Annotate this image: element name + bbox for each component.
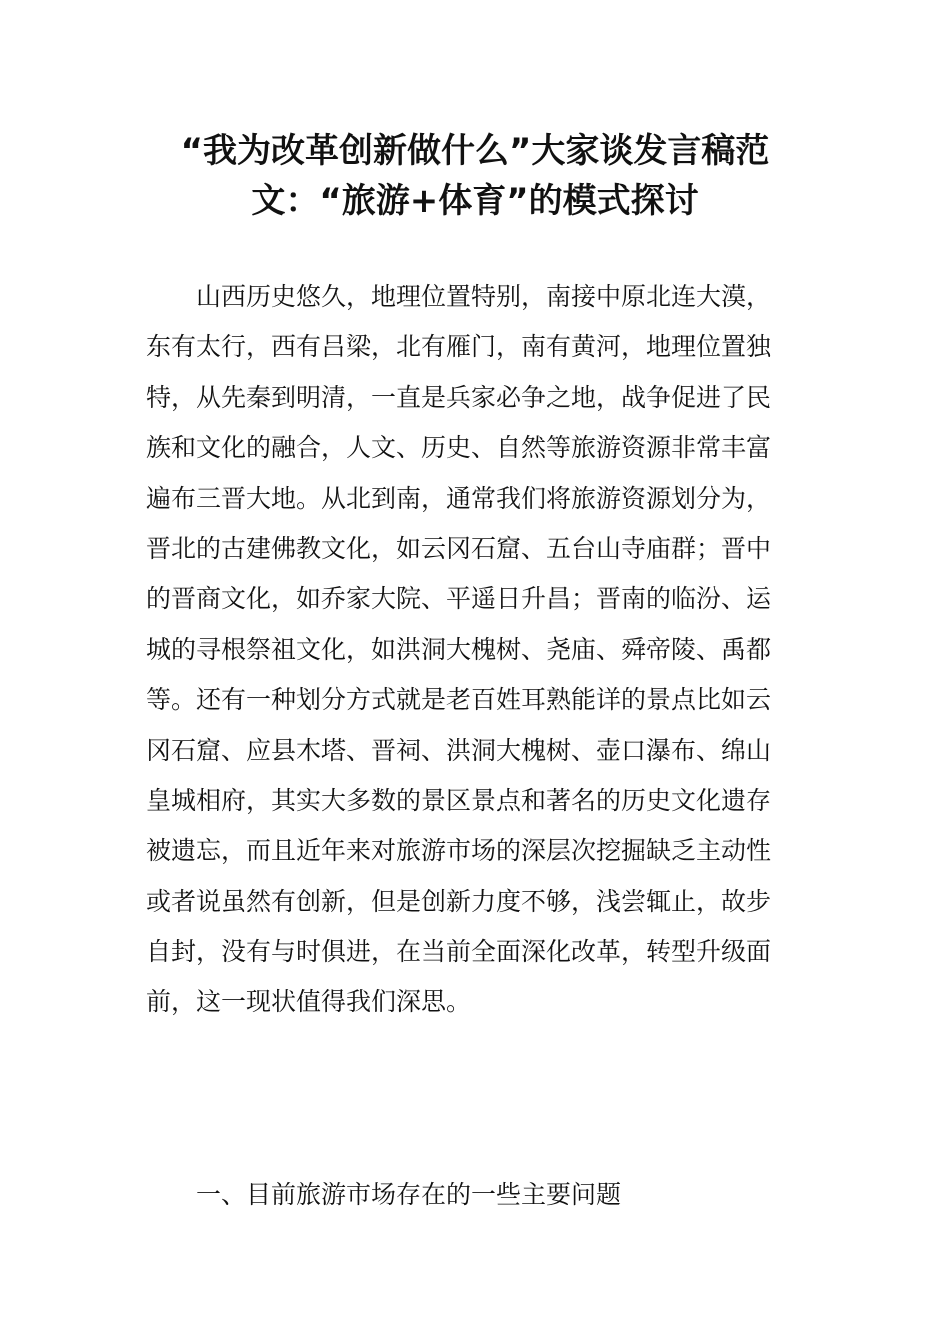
- title-line-1: “我为改革创新做什么”大家谈发言稿范: [180, 131, 770, 171]
- paragraph-line: 的晋商文化，如乔家大院、平遥日升昌；晋南的临汾、运: [146, 584, 772, 614]
- paragraph-line: 遍布三晋大地。从北到南，通常我们将旅游资源划分为，: [146, 483, 772, 513]
- paragraph-line: 被遗忘，而且近年来对旅游市场的深层次挖掘缺乏主动性: [146, 836, 772, 866]
- paragraph-line: 冈石窟、应县木塔、晋祠、洪洞大槐树、壶口瀑布、绵山: [146, 735, 772, 765]
- paragraph-line: 前，这一现状值得我们深思。: [146, 987, 472, 1017]
- paragraph-line: 城的寻根祭祖文化，如洪洞大槐树、尧庙、舜帝陵、禹都: [146, 634, 772, 664]
- paragraph-line: 晋北的古建佛教文化，如云冈石窟、五台山寺庙群；晋中: [146, 533, 772, 563]
- paragraph-line: 自封，没有与时俱进，在当前全面深化改革，转型升级面: [146, 937, 772, 967]
- paragraph-line: 族和文化的融合，人文、历史、自然等旅游资源非常丰富: [146, 433, 772, 463]
- section-heading: 一、目前旅游市场存在的一些主要问题: [196, 1180, 622, 1209]
- paragraph-line: 东有太行，西有吕梁，北有雁门，南有黄河，地理位置独: [146, 332, 772, 362]
- paragraph-line: 山西历史悠久，地理位置特别，南接中原北连大漠，: [146, 282, 772, 311]
- paragraph-line: 等。还有一种划分方式就是老百姓耳熟能详的景点比如云: [146, 685, 772, 715]
- paragraph-line: 或者说虽然有创新，但是创新力度不够，浅尝辄止，故步: [146, 886, 772, 916]
- document-title: [150, 126, 800, 226]
- paragraph-line: 特，从先秦到明清，一直是兵家必争之地，战争促进了民: [146, 382, 772, 412]
- paragraph-line: 皇城相府，其实大多数的景区景点和著名的历史文化遗存: [146, 785, 772, 815]
- body-paragraph: [146, 272, 808, 1028]
- title-line-2: 文：“旅游+体育”的模式探讨: [251, 181, 699, 221]
